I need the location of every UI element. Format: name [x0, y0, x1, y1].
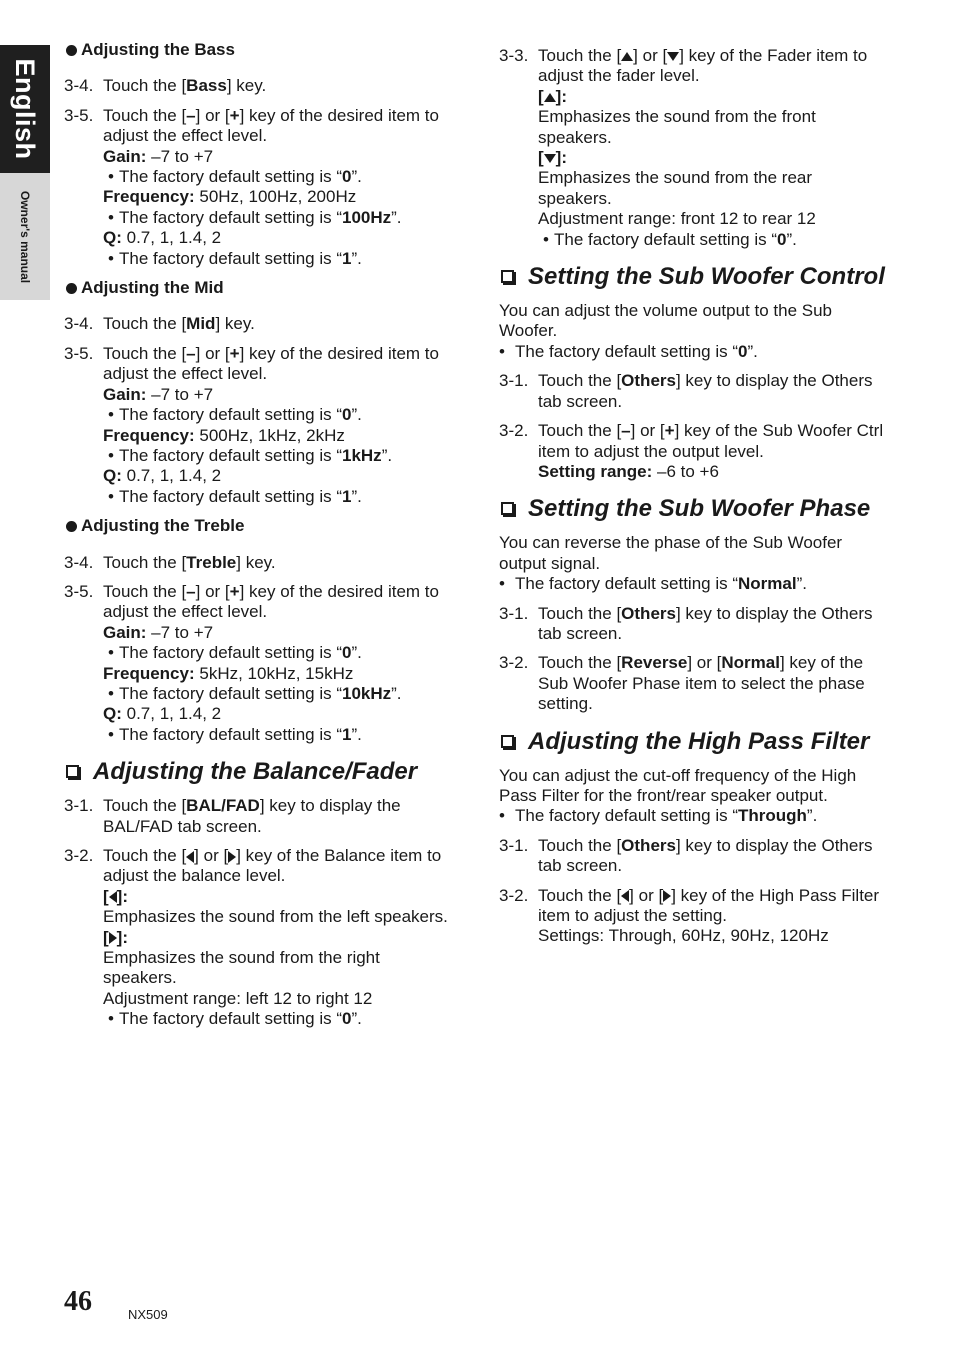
text: ] key. [236, 552, 276, 572]
text: The factory default setting is “ [119, 724, 342, 744]
balance-fader-heading [64, 759, 456, 784]
default-value: 0 [342, 1009, 352, 1029]
q-value: 0.7, 1, 1.4, 2 [121, 466, 222, 486]
balfad-key: BAL/FAD [186, 796, 260, 816]
mid-freq-default: • The factory default setting is “1kHz”. [108, 445, 393, 465]
range-label: Setting range: [538, 461, 653, 481]
step-number: 3-4. [64, 552, 94, 572]
model-name: NX509 [128, 1307, 168, 1322]
right-arrow-icon [228, 851, 236, 863]
page-number: 46 [64, 1286, 92, 1317]
sub-woofer-phase-heading [499, 496, 889, 521]
step-number: 3-4. [64, 314, 94, 334]
frequency-value: 500Hz, 1kHz, 2kHz [194, 425, 345, 445]
bass-key: Bass [186, 76, 227, 96]
text: The factory default setting is “ [515, 574, 738, 594]
high-pass-filter-default: • The factory default setting is “Through”. [499, 806, 818, 826]
high-pass-filter-intro: You can adjust the cut-off frequency of the High Pass Filter for the front/rear speaker output. [499, 765, 857, 805]
default-value: 0 [342, 405, 352, 425]
step-number: 3-2. [64, 846, 94, 865]
text: ] key. [215, 314, 255, 334]
default-value: 1 [342, 724, 352, 744]
step-number: 3-5. [64, 105, 94, 125]
treble-q-default: • The factory default setting is “1”. [108, 724, 362, 744]
text: The factory default setting is “ [554, 229, 777, 249]
heading-text: Setting the Sub Woofer Phase [528, 495, 871, 523]
text: ”. [806, 806, 818, 826]
text: ] key to display the Others tab screen. [538, 603, 873, 643]
subphase-step-2 [499, 653, 889, 714]
text: Touch the [ [103, 796, 187, 816]
step-number: 3-5. [64, 581, 94, 601]
others-key: Others [621, 371, 676, 391]
frequency-label: Frequency: [103, 425, 195, 445]
up-arrow-icon [544, 93, 556, 102]
subphase-step-1 [499, 604, 889, 645]
text: ] or [ [687, 653, 722, 673]
sub-woofer-control-heading [499, 264, 889, 289]
subctrl-step-2 [499, 421, 889, 482]
left-description: Emphasizes the sound from the left speakers. [103, 907, 448, 927]
text: Touch the [ [103, 581, 187, 601]
bass-q-default: • The factory default setting is “1”. [108, 248, 362, 268]
language-label: English [10, 58, 41, 160]
left-arrow-icon [186, 851, 194, 863]
step-number: 3-1. [499, 603, 529, 623]
text: ] key of the Balance item to adjust the balance level. [103, 846, 442, 886]
mid-step-2 [64, 344, 456, 507]
plus-key: + [229, 343, 240, 363]
bass-subheading [64, 40, 456, 60]
sub-woofer-control-intro: You can adjust the volume output to the Sub Woofer. [499, 301, 833, 341]
down-arrow-icon [544, 154, 556, 163]
text: The factory default setting is “ [119, 486, 342, 506]
q-label: Q: [103, 228, 122, 248]
others-key: Others [621, 603, 676, 623]
subctrl-step-1 [499, 371, 889, 412]
treble-freq-default: • The factory default setting is “10kHz”. [108, 683, 402, 703]
hpf-settings: Settings: Through, 60Hz, 90Hz, 120Hz [538, 926, 829, 946]
side-tab [0, 45, 50, 300]
text: The factory default setting is “ [119, 683, 342, 703]
checkbox-bullet-icon [501, 270, 514, 283]
right-description: Emphasizes the sound from the right speakers. [103, 948, 380, 988]
text: The factory default setting is “ [119, 167, 342, 187]
treble-step-2 [64, 582, 456, 745]
bass-step-1 [64, 76, 456, 96]
frequency-value: 5kHz, 10kHz, 15kHz [194, 663, 354, 683]
treble-gain-default: • The factory default setting is “0”. [108, 643, 362, 663]
text: ] key of the desired item to adjust the effect level. [103, 343, 439, 384]
bullet-dot-icon [66, 45, 77, 56]
heading-text: Setting the Sub Woofer Control [528, 263, 885, 291]
checkbox-bullet-icon [66, 765, 79, 778]
down-arrow-icon [667, 52, 679, 61]
balance-default: • The factory default setting is “0”. [108, 1009, 362, 1029]
reverse-key: Reverse [621, 653, 688, 673]
text: The factory default setting is “ [119, 248, 342, 268]
text: The factory default setting is “ [119, 405, 342, 425]
text: Touch the [ [538, 371, 622, 391]
default-value: Normal [738, 574, 797, 594]
mid-subheading [64, 278, 456, 298]
gain-label: Gain: [103, 622, 147, 642]
up-label: ]: [555, 86, 567, 106]
text: ] or [ [195, 581, 230, 601]
gain-label: Gain: [103, 146, 147, 166]
text: ”. [351, 724, 362, 744]
text: ] or [ [630, 421, 665, 441]
left-label: ]: [116, 886, 128, 906]
text: ”. [747, 341, 758, 361]
checkbox-bullet-icon [501, 735, 514, 748]
text: ”. [351, 248, 362, 268]
text: Touch the [ [103, 76, 187, 96]
text: Touch the [ [103, 314, 187, 334]
default-value: 10kHz [342, 683, 392, 703]
text: ] or [ [194, 846, 229, 865]
text: ] key of the High Pass Filter item to adjust the setting. [538, 885, 880, 925]
text: The factory default setting is “ [119, 445, 342, 465]
text: ] or [ [195, 343, 230, 363]
q-label: Q: [103, 704, 122, 724]
mid-title: Adjusting the Mid [81, 278, 224, 298]
gain-value: –7 to +7 [146, 384, 214, 404]
default-value: 0 [738, 341, 748, 361]
balance-range: Adjustment range: left 12 to right 12 [103, 988, 373, 1008]
right-arrow-icon [109, 932, 117, 944]
step-number: 3-2. [499, 421, 529, 441]
step-number: 3-5. [64, 343, 94, 363]
sub-woofer-phase-default: • The factory default setting is “Normal”. [499, 574, 807, 594]
text: ”. [351, 167, 362, 187]
text: The factory default setting is “ [515, 806, 738, 826]
minus-key: – [186, 581, 196, 601]
frequency-value: 50Hz, 100Hz, 200Hz [194, 187, 357, 207]
minus-key: – [621, 421, 631, 441]
bass-title: Adjusting the Bass [81, 40, 235, 59]
text: Touch the [ [538, 885, 622, 905]
text: The factory default setting is “ [119, 1009, 342, 1029]
sub-woofer-control-default: • The factory default setting is “0”. [499, 341, 758, 361]
frequency-label: Frequency: [103, 187, 195, 207]
bass-step-2 [64, 106, 456, 269]
q-value: 0.7, 1, 1.4, 2 [121, 704, 222, 724]
step-number: 3-2. [499, 653, 529, 673]
text: ] or [ [195, 105, 230, 125]
down-description: Emphasizes the sound from the rear speakers. [538, 168, 813, 208]
mid-q-default: • The factory default setting is “1”. [108, 486, 362, 506]
text: Touch the [ [538, 421, 622, 441]
mid-key: Mid [186, 314, 216, 334]
text: ”. [796, 574, 807, 594]
step-number: 3-3. [499, 46, 529, 65]
gain-value: –7 to +7 [146, 622, 214, 642]
default-value: 1kHz [342, 445, 382, 465]
up-arrow-icon [621, 52, 633, 61]
manual-label: Owner's manual [18, 190, 33, 284]
heading-text: Adjusting the High Pass Filter [528, 727, 870, 755]
right-label: ]: [116, 927, 128, 947]
text: ] key of the Fader item to adjust the fader level. [538, 46, 868, 86]
default-value: 1 [342, 486, 352, 506]
bullet-dot-icon [66, 521, 77, 532]
treble-title: Adjusting the Treble [81, 516, 245, 536]
others-key: Others [621, 835, 676, 855]
text: ”. [351, 643, 362, 663]
text: ] key to display the Others tab screen. [538, 371, 873, 411]
text: The factory default setting is “ [515, 341, 738, 361]
balfad-step-1 [64, 796, 456, 837]
fader-range: Adjustment range: front 12 to rear 12 [538, 209, 816, 229]
high-pass-filter-heading [499, 729, 889, 754]
right-arrow-icon [663, 890, 671, 902]
text: ] key of the Sub Woofer Ctrl item to adjust the output level. [538, 421, 884, 461]
text: ] key to display the BAL/FAD tab screen. [103, 796, 401, 836]
text: ] key of the desired item to adjust the effect level. [103, 105, 439, 146]
minus-key: – [186, 105, 196, 125]
text: Touch the [ [538, 46, 622, 65]
bass-gain-default: • The factory default setting is “0”. [108, 167, 362, 187]
text: Touch the [ [103, 552, 187, 572]
fader-default: • The factory default setting is “0”. [543, 229, 797, 249]
hpf-step-1 [499, 836, 889, 877]
manual-tab [0, 173, 50, 300]
plus-key: + [664, 421, 675, 441]
bullet-dot-icon [66, 283, 77, 294]
default-value: 0 [777, 229, 787, 249]
text: Touch the [ [538, 603, 622, 623]
balfad-step-2: 3-2. Touch the [ ] or [ ] key of the Balance item to adjust the balance level. [ ]: Emphasizes the sound from the left speakers. [ ]: Emphasizes the sound from the right speakers. Adjustment range: left 12 to right 12 • The factory default setting is “0”. [64, 846, 456, 1030]
step-number: 3-1. [499, 835, 529, 855]
left-arrow-icon [109, 891, 117, 903]
heading-text: Adjusting the Balance/Fader [93, 758, 418, 786]
treble-key: Treble [186, 552, 237, 572]
treble-step-1 [64, 553, 456, 573]
default-value: Through [738, 806, 807, 826]
right-column [499, 46, 889, 956]
mid-step-1 [64, 314, 456, 334]
text: ”. [351, 486, 362, 506]
minus-key: – [186, 343, 196, 363]
step-number: 3-1. [64, 796, 94, 816]
fader-step-3: 3-3. Touch the [ ] or [ ] key of the Fader item to adjust the fader level. [ ]: Emphasizes the sound from the front speakers. [ ]: Emphasizes the sound from the rear speakers. Adjustment range: front 12 to rear 12 • The factory default setting is “0”. [499, 46, 889, 250]
left-arrow-icon [621, 890, 629, 902]
text: Touch the [ [103, 105, 187, 125]
hpf-step-2 [499, 886, 889, 947]
step-number: 3-2. [499, 885, 529, 905]
gain-label: Gain: [103, 384, 147, 404]
default-value: 0 [342, 643, 352, 663]
frequency-label: Frequency: [103, 663, 195, 683]
text: The factory default setting is “ [119, 643, 342, 663]
text: ] key of the desired item to adjust the effect level. [103, 581, 439, 622]
step-number: 3-1. [499, 371, 529, 391]
checkbox-bullet-icon [501, 502, 514, 515]
sub-woofer-phase-intro: You can reverse the phase of the Sub Woofer output signal. [499, 533, 843, 573]
default-value: 100Hz [342, 207, 392, 227]
text: The factory default setting is “ [119, 207, 342, 227]
treble-subheading [64, 516, 456, 536]
down-label: ]: [555, 148, 567, 168]
range-value: –6 to +6 [652, 461, 719, 481]
plus-key: + [229, 581, 240, 601]
text: ] key. [226, 76, 267, 96]
default-value: 1 [342, 248, 352, 268]
normal-key: Normal [721, 653, 780, 673]
text: ] key of the Sub Woofer Phase item to select the phase setting. [538, 653, 865, 714]
step-number: 3-4. [64, 76, 94, 96]
text: Touch the [ [538, 653, 622, 673]
gain-value: –7 to +7 [146, 146, 214, 166]
q-value: 0.7, 1, 1.4, 2 [121, 228, 222, 248]
text: ”. [351, 405, 362, 425]
plus-key: + [229, 105, 240, 125]
text: Touch the [ [538, 835, 622, 855]
text: ”. [351, 1009, 362, 1029]
text: ”. [381, 445, 393, 465]
up-description: Emphasizes the sound from the front speakers. [538, 107, 816, 147]
q-label: Q: [103, 466, 122, 486]
text: ] key to display the Others tab screen. [538, 835, 873, 876]
text: ”. [391, 207, 402, 227]
left-column [64, 40, 456, 1039]
text: Touch the [ [103, 846, 187, 865]
language-tab [0, 45, 50, 173]
text: ] or [ [633, 46, 668, 65]
text: Touch the [ [103, 343, 187, 363]
text: ] or [ [629, 885, 664, 905]
mid-gain-default: • The factory default setting is “0”. [108, 405, 362, 425]
bass-freq-default: • The factory default setting is “100Hz”. [108, 207, 402, 227]
default-value: 0 [342, 167, 352, 187]
text: ”. [391, 683, 402, 703]
text: ”. [786, 229, 797, 249]
